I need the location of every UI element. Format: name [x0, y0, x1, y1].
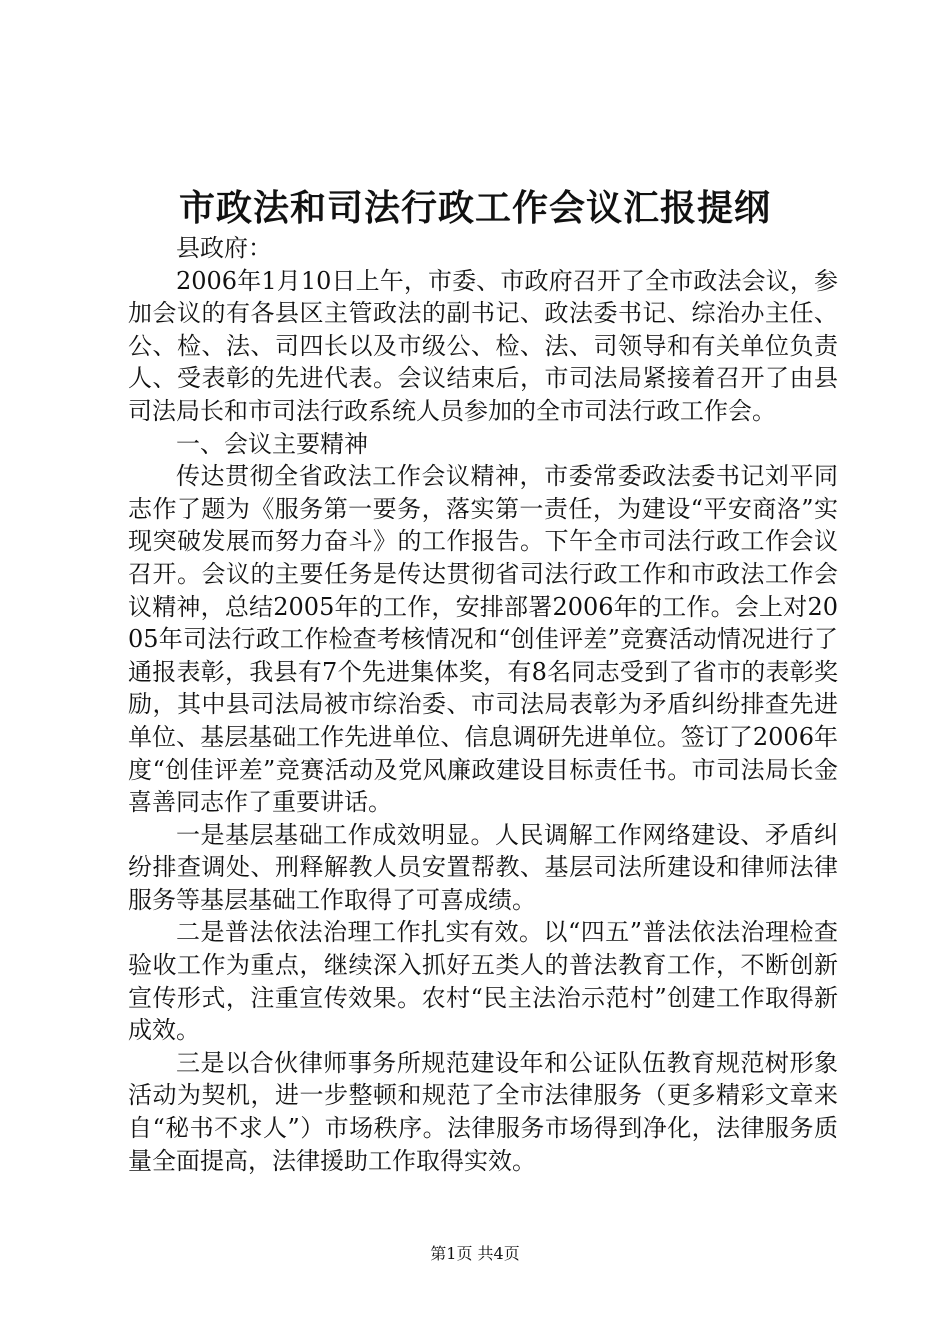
- paragraph-meeting-overview: 2006年1月10日上午，市委、市政府召开了全市政法会议，参加会议的有各县区主管政法的副书记、政法委书记、综治办主任、公、检、法、司四长以及市级公、检、法、司领导和有关单位负责人、受表彰的先进代表。会议结束后，市司法局紧接着召开了由县司法局长和市司法行政系统人员参加的全市司法行政工作会。: [128, 266, 838, 425]
- paragraph-point-three: 三是以合伙律师事务所规范建设年和公证队伍教育规范树形象活动为契机，进一步整顿和规范了全市法律服务（更多精彩文章来自“秘书不求人”）市场秩序。法律服务市场得到净化，法律服务质量全面提高，法律援助工作取得实效。: [128, 1048, 838, 1175]
- paragraph-point-two: 二是普法依法治理工作扎实有效。以“四五”普法依法治理检查验收工作为重点，继续深入抓好五类人的普法教育工作，不断创新宣传形式，注重宣传效果。农村“民主法治示范村”创建工作取得新成效。: [128, 918, 838, 1045]
- salutation: 县政府：: [176, 234, 272, 262]
- paragraph-spirit-details: 传达贯彻全省政法工作会议精神，市委常委政法委书记刘平同志作了题为《服务第一要务，落实第一责任，为建设“平安商洛”实现突破发展而努力奋斗》的工作报告。下午全市司法行政工作会议召开。会议的主要任务是传达贯彻省司法行政工作和市政法工作会议精神，总结2005年的工作，安排部署2006年的工作。会上对2005年司法行政工作检查考核情况和“创佳评差”竞赛活动情况进行了通报表彰，我县有7个先进集体奖，有8名同志受到了省市的表彰奖励，其中县司法局被市综治委、市司法局表彰为矛盾纠纷排查先进单位、基层基础工作先进单位、信息调研先进单位。签订了2006年度“创佳评差”竞赛活动及党风廉政建设目标责任书。市司法局长金喜善同志作了重要讲话。: [128, 462, 838, 817]
- document-body: [128, 232, 838, 1177]
- document-title: 市政法和司法行政工作会议汇报提纲: [178, 187, 771, 229]
- page-number-footer: 第1页 共4页: [430, 1244, 520, 1263]
- section-heading-main-spirit: 一、会议主要精神: [176, 429, 368, 458]
- paragraph-point-one: 一是基层基础工作成效明显。人民调解工作网络建设、矛盾纠纷排查调处、刑释解教人员安置帮教、基层司法所建设和律师法律服务等基层基础工作取得了可喜成绩。: [128, 820, 838, 914]
